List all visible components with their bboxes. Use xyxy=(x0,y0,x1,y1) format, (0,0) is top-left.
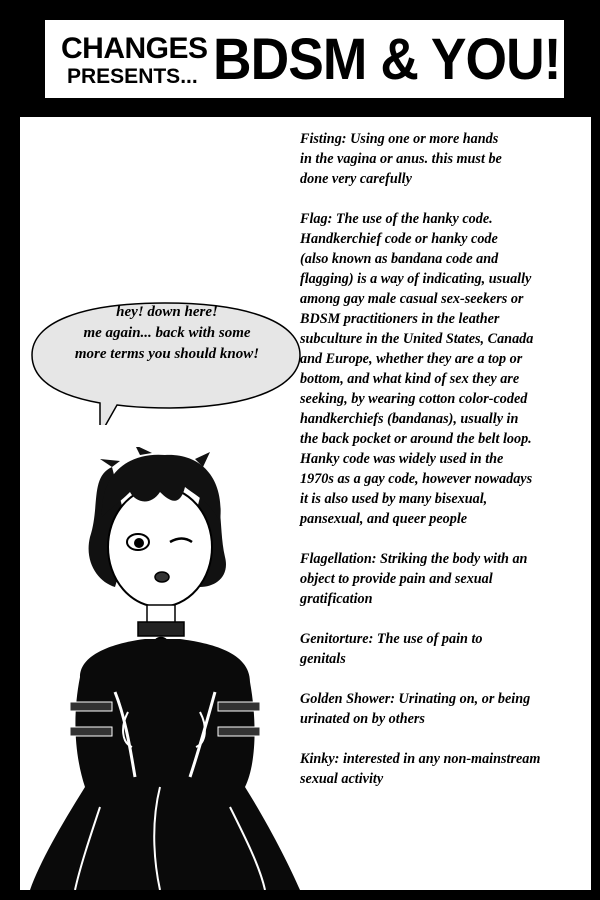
character-illustration xyxy=(20,447,310,890)
term-kinky: Kinky: interested in any non-mainstream sexual activity xyxy=(300,751,541,787)
speech-text xyxy=(42,302,292,365)
term-flagellation: Flagellation: Striking the body with an object to provide pain and sexual gratification xyxy=(300,551,528,607)
term-golden-shower: Golden Shower: Urinating on, or being urinated on by others xyxy=(300,691,531,727)
presents-label: PRESENTS... xyxy=(67,65,198,88)
comic-panel xyxy=(20,117,591,890)
speech-line: me again... back with some xyxy=(83,325,251,341)
speech-line: hey! down here! xyxy=(116,304,218,320)
page-title: BDSM & YOU! xyxy=(213,27,561,92)
glossary-terms xyxy=(300,129,590,809)
speech-line: more terms you should know! xyxy=(74,346,260,362)
publisher-name: CHANGES xyxy=(61,32,208,65)
header-banner xyxy=(43,18,566,100)
term-flag: Flag: The use of the hanky code. Handkerchief code or hanky code (also known as bandana code and flagging) is a way of indicating, usually among gay male casual sex-seekers or BDSM practitioners in the leather subculture in the United States, Canada and Europe, whether they are a top or bottom, and what kind of sex they are seeking, by wearing cotton color-coded handkerchiefs (bandanas), usually in the back pocket or around the belt loop. Hanky code was widely used in the 1970s as a gay code, however nowadays it is also used by many bisexual, pansexual, and queer people xyxy=(300,211,534,527)
term-fisting: Fisting: Using one or more hands in the vagina or anus. this must be done very carefully xyxy=(300,131,502,187)
term-genitorture: Genitorture: The use of pain to genitals xyxy=(300,631,483,667)
